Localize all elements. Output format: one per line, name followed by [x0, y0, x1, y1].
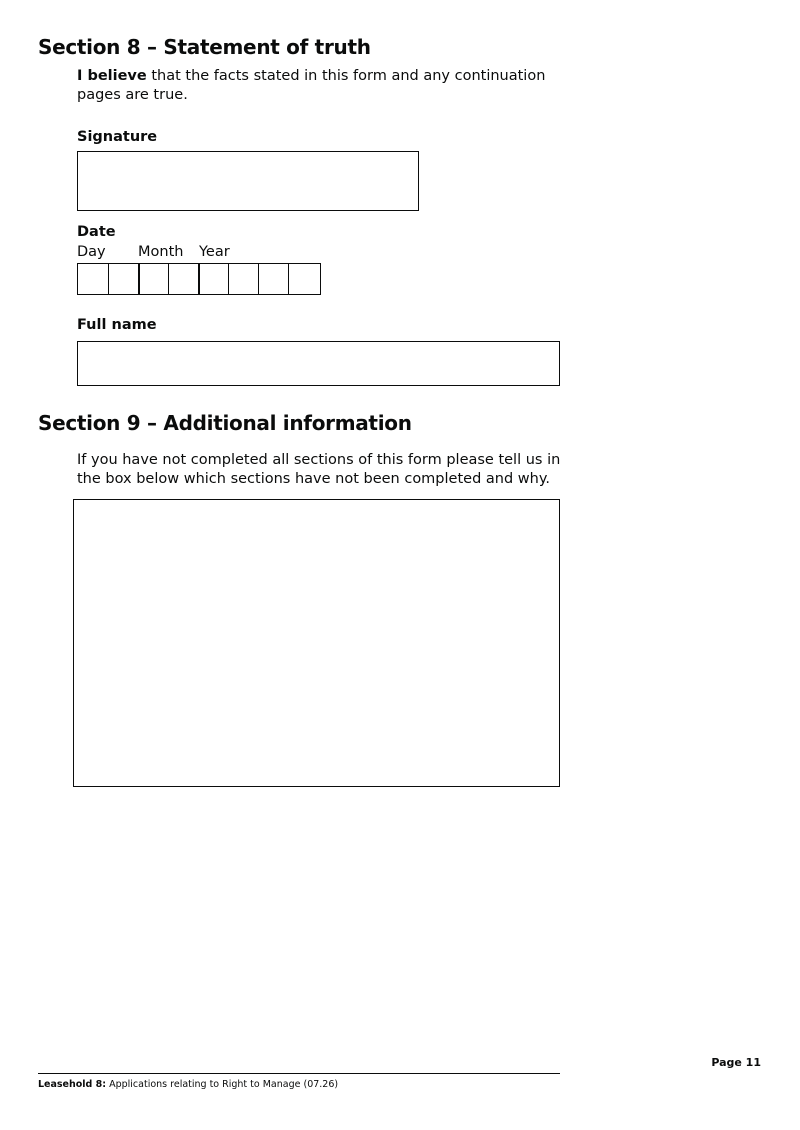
statement-of-truth-text	[77, 67, 557, 105]
date-label: Date	[77, 224, 116, 240]
form-description: Applications relating to Right to Manage (07.26)	[106, 1079, 339, 1090]
date-year-label: Year	[199, 244, 230, 260]
date-month-digit-1[interactable]	[138, 264, 168, 294]
date-year-digit-4[interactable]	[288, 264, 318, 294]
date-input-grid	[77, 263, 321, 295]
form-reference	[38, 1079, 338, 1090]
additional-info-field[interactable]	[73, 499, 560, 787]
date-day-label: Day	[77, 244, 106, 260]
date-month-label: Month	[138, 244, 184, 260]
date-day-digit-2[interactable]	[108, 264, 138, 294]
section-8-heading: Section 8 – Statement of truth	[38, 35, 371, 59]
signature-label: Signature	[77, 129, 158, 145]
statement-body: that the facts stated in this form and any continuation pages are true.	[77, 68, 546, 103]
page-number: Page 11	[711, 1056, 761, 1069]
date-year-digit-1[interactable]	[198, 264, 228, 294]
statement-bold-lead: I believe	[77, 68, 147, 84]
full-name-label: Full name	[77, 317, 157, 333]
section-9-heading: Section 9 – Additional information	[38, 411, 412, 435]
footer-divider	[38, 1073, 560, 1074]
full-name-field[interactable]	[77, 341, 560, 386]
additional-info-instructions: If you have not completed all sections of this form please tell us in the box below which sections have not been completed and why.	[77, 452, 561, 487]
date-day-digit-1[interactable]	[78, 264, 108, 294]
date-month-digit-2[interactable]	[168, 264, 198, 294]
signature-field[interactable]	[77, 151, 419, 211]
form-name: Leasehold 8:	[38, 1079, 107, 1090]
date-year-digit-3[interactable]	[258, 264, 288, 294]
date-year-digit-2[interactable]	[228, 264, 258, 294]
